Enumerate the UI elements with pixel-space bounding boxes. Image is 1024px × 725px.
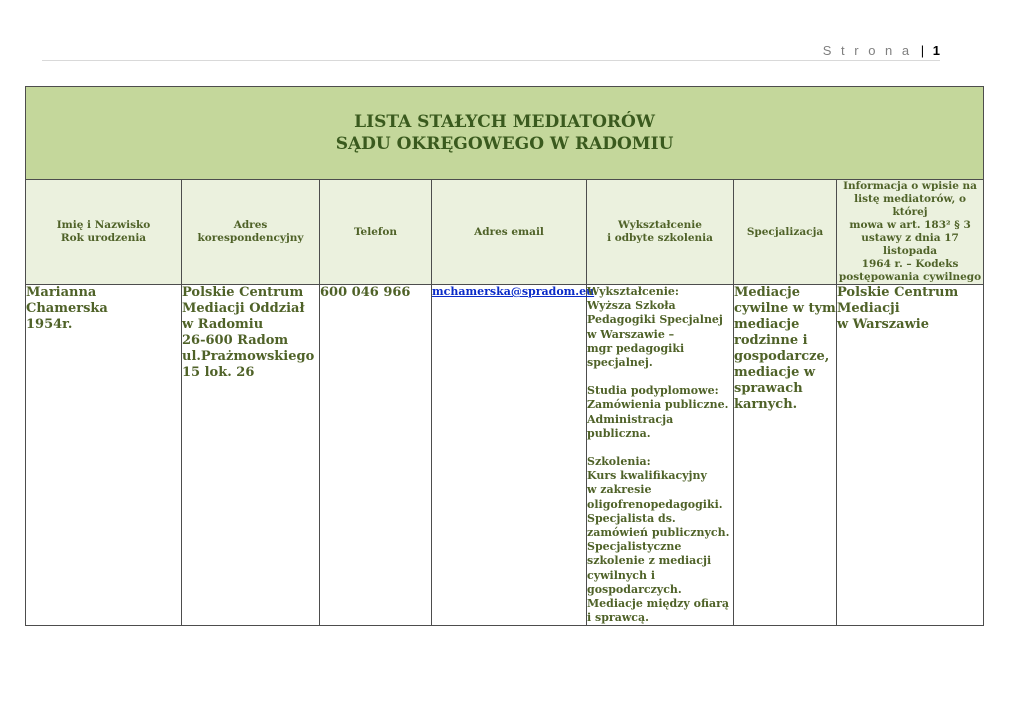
mediator-phone-cell <box>320 285 432 626</box>
education-line: Kurs kwalifikacyjny <box>587 469 707 483</box>
specialization-line: sprawach <box>734 381 803 396</box>
education-line: oligofrenopedagogiki. <box>587 497 723 511</box>
page-number: 1 <box>932 43 940 58</box>
education-line: Specjalista ds. <box>587 511 676 525</box>
education-line: Wykształcenie: <box>587 285 679 298</box>
header-text: Rok urodzenia <box>60 232 147 244</box>
title-line-2: SĄDU OKRĘGOWEGO W RADOMIU <box>335 134 674 154</box>
column-header-name <box>26 180 182 285</box>
education-line: Mediacje między ofiarą <box>587 597 730 611</box>
mediators-table <box>25 86 984 626</box>
address-line: ul.Prażmowskiego <box>182 349 315 364</box>
education-line: Szkolenia: <box>587 455 651 469</box>
specialization-line: cywilne w tym <box>734 301 836 316</box>
header-text: Adres email <box>474 225 544 238</box>
header-text: Informacja o wpisie na <box>843 180 977 192</box>
column-header-phone <box>320 180 432 285</box>
mediator-registry-cell <box>837 285 984 626</box>
mediator-address-cell <box>182 285 320 626</box>
table-row <box>26 285 984 626</box>
page-label-separator: | <box>920 43 925 58</box>
education-line: Studia podyplomowe: <box>587 384 719 398</box>
mediator-name: Marianna Chamerska <box>26 285 108 316</box>
address-line: w Radomiu <box>182 317 264 332</box>
column-header-specialization <box>734 180 837 285</box>
education-line: gospodarczych. <box>587 582 682 596</box>
page-label-text: S t r o n a <box>822 43 913 58</box>
column-header-email <box>432 180 587 285</box>
specialization-line: mediacje <box>734 317 800 332</box>
header-text: Specjalizacja <box>746 225 824 238</box>
education-line: szkolenie z mediacji <box>587 554 712 568</box>
header-text: Adres <box>233 219 268 231</box>
education-line: Specjalistyczne <box>587 540 682 554</box>
specialization-line: gospodarcze, <box>734 349 830 364</box>
mediator-specialization-cell <box>734 285 837 626</box>
registry-line: w Warszawie <box>837 317 929 332</box>
mediator-email-cell <box>432 285 595 626</box>
page-number-label <box>823 43 940 58</box>
column-header-row <box>26 180 984 285</box>
education-line: w Warszawie – <box>587 327 675 341</box>
education-line: zamówień publicznych. <box>587 526 730 540</box>
column-header-registry-info <box>837 180 984 285</box>
header-text: Imię i Nazwisko <box>56 219 151 231</box>
column-header-education <box>587 180 734 285</box>
mediator-phone: 600 046 966 <box>320 285 411 300</box>
registry-line: Mediacji <box>837 301 900 316</box>
address-line: 15 lok. 26 <box>182 365 255 380</box>
mediator-education-cell <box>587 285 734 626</box>
education-line: mgr pedagogiki <box>587 341 685 355</box>
header-text: Wykształcenie <box>618 219 702 231</box>
address-line: 26-600 Radom <box>182 333 289 348</box>
education-spacer <box>587 370 733 384</box>
registry-line: Polskie Centrum <box>837 285 959 300</box>
specialization-line: rodzinne i <box>734 333 808 348</box>
education-line: Wyższa Szkoła <box>587 299 676 313</box>
education-line: Zamówienia publiczne. <box>587 398 729 412</box>
mediator-email-link[interactable]: mchamerska@spradom.eu <box>432 285 595 298</box>
address-line: Polskie Centrum <box>182 285 304 300</box>
header-text: Telefon <box>353 225 398 238</box>
education-spacer <box>587 441 733 455</box>
header-text: postępowania cywilnego <box>838 271 982 283</box>
header-text: 1964 r. – Kodeks <box>861 258 959 270</box>
education-line: w zakresie <box>587 483 652 497</box>
address-line: Mediacji Oddział <box>182 301 305 316</box>
title-row <box>26 87 984 180</box>
header-text: korespondencyjny <box>197 232 304 244</box>
education-line: specjalnej. <box>587 356 653 370</box>
header-text: mowa w art. 183² § 3 <box>849 219 971 231</box>
specialization-line: Mediacje <box>734 285 801 300</box>
title-line-1: LISTA STAŁYCH MEDIATORÓW <box>354 112 655 132</box>
header-text: ustawy z dnia 17 listopada <box>861 232 959 257</box>
education-line: Pedagogiki Specjalnej <box>587 313 723 327</box>
education-line: publiczna. <box>587 426 651 440</box>
header-text: i odbyte szkolenia <box>607 232 713 244</box>
mediator-name-cell <box>26 285 182 626</box>
column-header-address <box>182 180 320 285</box>
document-title <box>26 87 984 180</box>
education-line: cywilnych i <box>587 568 656 582</box>
education-line: i sprawcą. <box>587 611 649 625</box>
education-line: Administracja <box>587 412 674 426</box>
header-text: listę mediatorów, o której <box>854 193 966 218</box>
mediator-birth-year: 1954r. <box>26 317 73 332</box>
page-header <box>42 40 940 61</box>
specialization-line: karnych. <box>734 397 798 412</box>
specialization-line: mediacje w <box>734 365 816 380</box>
